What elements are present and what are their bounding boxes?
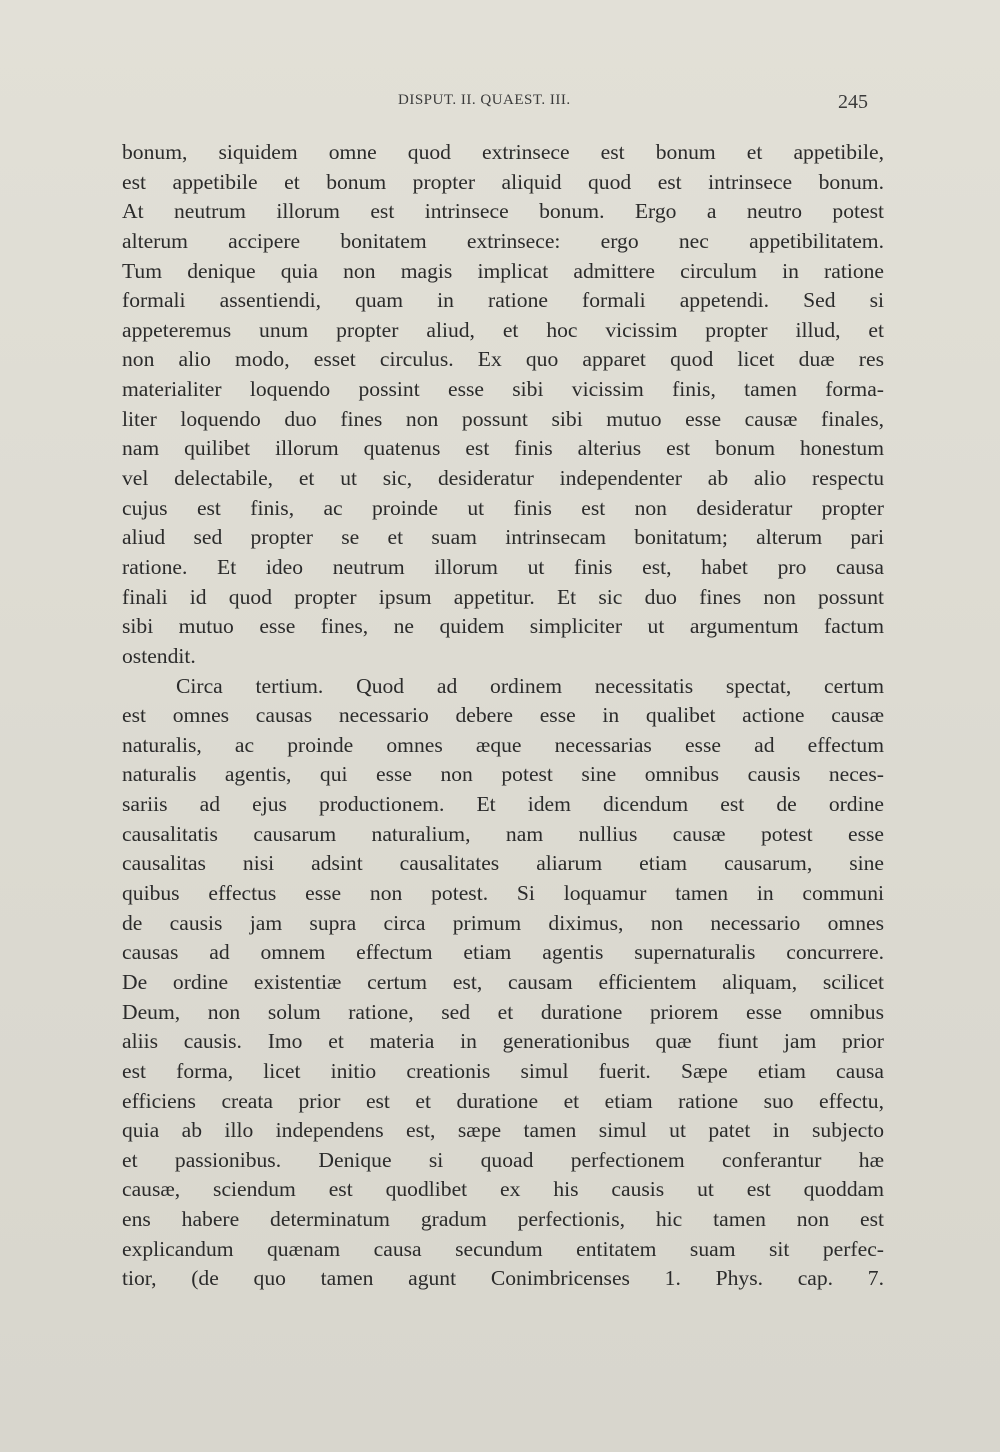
text-line: aliis causis. Imo et materia in generationibus quæ fiunt jam prior xyxy=(122,1029,884,1054)
text-line: non alio modo, esset circulus. Ex quo apparet quod licet duæ res xyxy=(122,347,884,372)
text-line: alterum accipere bonitatem extrinsece: ergo nec appetibilitatem. xyxy=(122,228,884,253)
text-line: nam quilibet illorum quatenus est finis alterius est bonum honestum xyxy=(122,436,884,461)
text-line: quibus effectus esse non potest. Si loquamur tamen in communi xyxy=(122,881,884,906)
text-line: ratione. Et ideo neutrum illorum ut finis est, habet pro causa xyxy=(122,554,884,579)
text-line: formali assentiendi, quam in ratione formali appetendi. Sed si xyxy=(122,288,884,313)
text-line: causalitas nisi adsint causalitates aliarum etiam causarum, sine xyxy=(122,851,884,876)
text-line: sibi mutuo esse fines, ne quidem simpliciter ut argumentum factum xyxy=(122,614,884,639)
text-line: ens habere determinatum gradum perfectionis, hic tamen non est xyxy=(122,1207,884,1232)
text-line: De ordine existentiæ certum est, causam efficientem aliquam, scilicet xyxy=(122,969,884,994)
text-line: de causis jam supra circa primum diximus, non necessario omnes xyxy=(122,910,884,935)
text-line: causas ad omnem effectum etiam agentis supernaturalis concurrere. xyxy=(122,940,884,965)
text-line: finali id quod propter ipsum appetitur. Et sic duo fines non possunt xyxy=(122,584,884,609)
text-line: cujus est finis, ac proinde ut finis est non desideratur propter xyxy=(122,495,884,520)
text-line: At neutrum illorum est intrinsece bonum. Ergo a neutro potest xyxy=(122,199,884,224)
body-text xyxy=(122,138,884,1294)
text-line: tior, (de quo tamen agunt Conimbricenses 1. Phys. cap. 7. xyxy=(122,1266,884,1291)
running-title: DISPUT. II. QUAEST. III. xyxy=(398,92,571,108)
text-line: causalitatis causarum naturalium, nam nullius causæ potest esse xyxy=(122,821,884,846)
text-line: naturalis, ac proinde omnes æque necessarias esse ad effectum xyxy=(122,732,884,757)
text-line: aliud sed propter se et suam intrinsecam bonitatum; alterum pari xyxy=(122,525,884,550)
text-line: liter loquendo duo fines non possunt sibi mutuo esse causæ finales, xyxy=(122,406,884,431)
text-line: ostendit. xyxy=(122,643,196,668)
text-line: et passionibus. Denique si quoad perfectionem conferantur hæ xyxy=(122,1147,884,1172)
paragraph xyxy=(122,138,884,672)
text-line: quia ab illo independens est, sæpe tamen simul ut patet in subjecto xyxy=(122,1118,884,1143)
text-line: appeteremus unum propter aliud, et hoc vicissim propter illud, et xyxy=(122,317,884,342)
text-line: sariis ad ejus productionem. Et idem dicendum est de ordine xyxy=(122,792,884,817)
page-number: 245 xyxy=(838,91,868,113)
text-line: bonum, siquidem omne quod extrinsece est bonum et appetibile, xyxy=(122,140,884,164)
paragraph xyxy=(122,672,884,1294)
text-line: causæ, sciendum est quodlibet ex his causis ut est quoddam xyxy=(122,1177,884,1202)
text-line: est omnes causas necessario debere esse in qualibet actione causæ xyxy=(122,703,884,728)
text-line: efficiens creata prior est et duratione et etiam ratione suo effectu, xyxy=(122,1088,884,1113)
text-line: Circa tertium. Quod ad ordinem necessitatis spectat, certum xyxy=(176,673,884,698)
running-head xyxy=(0,92,1000,120)
text-line: Tum denique quia non magis implicat admittere circulum in ratione xyxy=(122,258,884,283)
text-line: est forma, licet initio creationis simul fuerit. Sæpe etiam causa xyxy=(122,1058,884,1083)
text-line: est appetibile et bonum propter aliquid quod est intrinsece bonum. xyxy=(122,169,884,194)
text-line: materialiter loquendo possint esse sibi vicissim finis, tamen forma- xyxy=(122,377,884,402)
text-line: Deum, non solum ratione, sed et duratione priorem esse omnibus xyxy=(122,999,884,1024)
text-line: vel delectabile, et ut sic, desideratur independenter ab alio respectu xyxy=(122,466,884,491)
text-line: explicandum quænam causa secundum entitatem suam sit perfec- xyxy=(122,1236,884,1261)
text-line: naturalis agentis, qui esse non potest sine omnibus causis neces- xyxy=(122,762,884,787)
